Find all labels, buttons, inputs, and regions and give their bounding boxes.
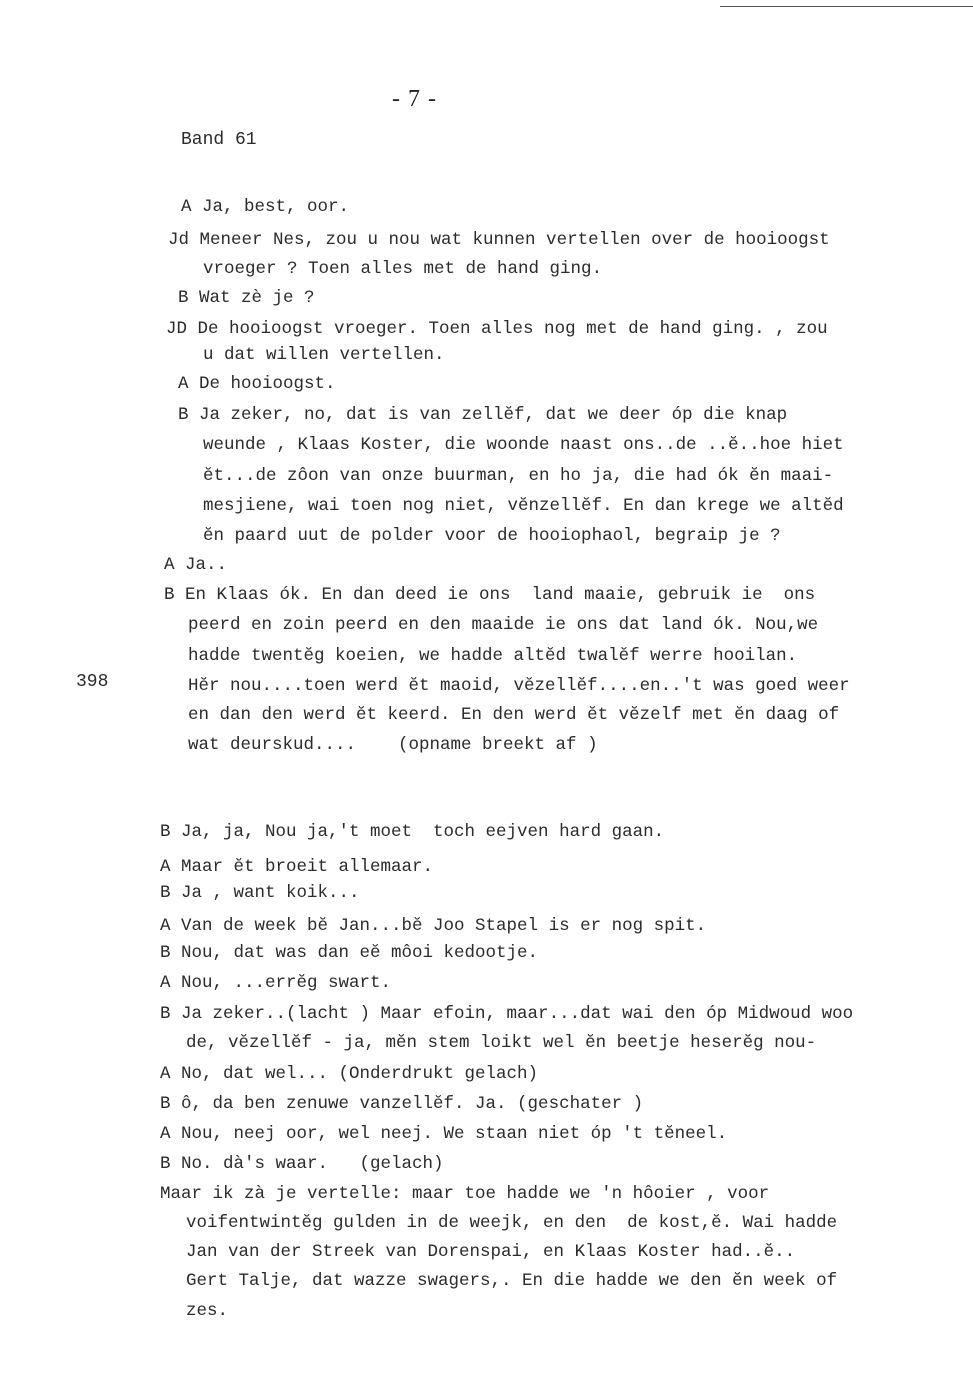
transcript-line: voifentwintĕg gulden in de weejk, en den de kost,ĕ. Wai hadde [186, 1213, 838, 1233]
transcript-line: de, vĕzellĕf - ja, mĕn stem loikt wel ĕn beetje heserĕg nou- [186, 1033, 817, 1053]
transcript-line: A Ja.. [164, 555, 228, 575]
transcript-line: en dan den werd ĕt keerd. En den werd ĕt vĕzelf met ĕn daag of [188, 705, 840, 725]
transcript-line: vroeger ? Toen alles met de hand ging. [203, 259, 603, 279]
transcript-line: weunde , Klaas Koster, die woonde naast ons..de ..ĕ..hoe hiet [203, 435, 844, 455]
transcript-line: B Ja zeker, no, dat is van zellĕf, dat we deer óp die knap [178, 405, 788, 425]
transcript-line: zes. [186, 1301, 229, 1321]
transcript-line: A De hooioogst. [178, 374, 336, 394]
transcript-line: A Ja, best, oor. [181, 197, 350, 217]
transcript-line: Jan van der Streek van Dorenspai, en Klaas Koster had..ĕ.. [186, 1242, 796, 1262]
transcript-line: B En Klaas ók. En dan deed ie ons land maaie, gebruik ie ons [164, 585, 816, 605]
transcript-line: peerd en zoin peerd en den maaide ie ons dat land ók. Nou,we [188, 615, 819, 635]
transcript-line: hadde twentĕg koeien, we hadde altĕd twalĕf werre hooilan. [188, 646, 798, 666]
transcript-line: mesjiene, wai toen nog niet, vĕnzellĕf. En dan krege we altĕd [203, 496, 844, 516]
transcript-line: JD De hooioogst vroeger. Toen alles nog met de hand ging. , zou [166, 319, 828, 339]
transcript-line: Gert Talje, dat wazze swagers,. En die hadde we den ĕn week of [186, 1271, 838, 1291]
transcript-line: A No, dat wel... (Onderdrukt gelach) [160, 1064, 539, 1084]
transcript-line: B Nou, dat was dan eĕ môoi kedootje. [160, 943, 539, 963]
transcript-line: B Ja, ja, Nou ja,'t moet toch eejven hard gaan. [160, 822, 665, 842]
transcript-line: ĕn paard uut de polder voor de hooiophaol, begraip je ? [203, 526, 781, 546]
transcript-line: B Wat zè je ? [178, 288, 315, 308]
transcript-line: A Nou, ...errĕg swart. [160, 973, 392, 993]
page-number: -7- [392, 86, 444, 112]
transcript-line: wat deurskud.... (opname breekt af ) [188, 735, 598, 755]
transcript-line: A Nou, neej oor, wel neej. We staan niet óp 't tĕneel. [160, 1124, 728, 1144]
transcript-line: ĕt...de zôon van onze buurman, en ho ja, die had ók ĕn maai- [203, 466, 834, 486]
transcript-line: u dat willen vertellen. [203, 345, 445, 365]
transcript-line: Hĕr nou....toen werd ĕt maoid, vĕzellĕf....en..'t was goed weer [188, 676, 850, 696]
margin-number: 398 [76, 672, 109, 692]
transcript-line: Jd Meneer Nes, zou u nou wat kunnen vertellen over de hooioogst [168, 230, 830, 250]
transcript-line: B ô, da ben zenuwe vanzellĕf. Ja. (geschater ) [160, 1094, 644, 1114]
transcript-line: B No. dà's waar. (gelach) [160, 1154, 444, 1174]
transcript-line: A Maar ĕt broeit allemaar. [160, 857, 434, 877]
transcript-line: B Ja zeker..(lacht ) Maar efoin, maar...dat wai den óp Midwoud woo [160, 1004, 854, 1024]
transcript-line: Maar ik zà je vertelle: maar toe hadde we 'n hôoier , voor [160, 1184, 770, 1204]
transcript-line: A Van de week bĕ Jan...bĕ Joo Stapel is er nog spit. [160, 916, 707, 936]
transcript-line: B Ja , want koik... [160, 883, 360, 903]
band-title: Band 61 [181, 130, 257, 150]
top-rule [720, 6, 973, 7]
